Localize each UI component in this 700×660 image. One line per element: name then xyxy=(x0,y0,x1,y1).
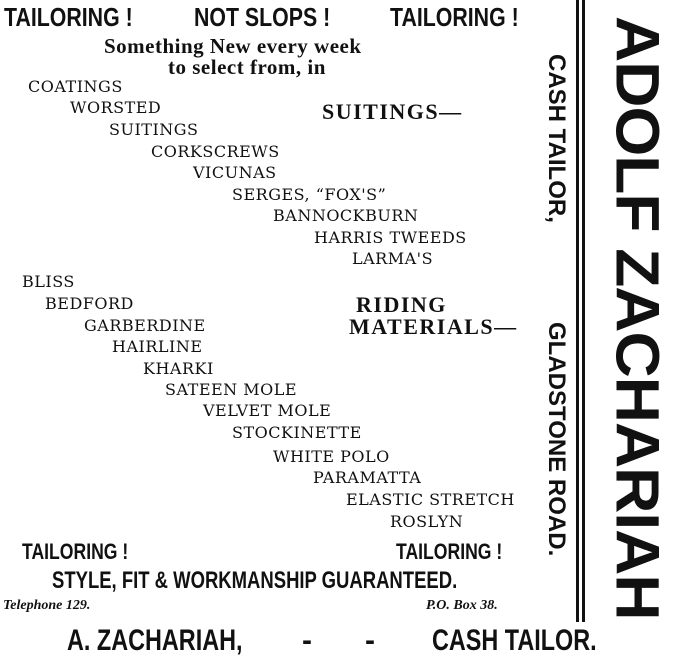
suiting-item: VICUNAS xyxy=(193,163,277,182)
sidebar-trade: CASH TAILOR, xyxy=(543,54,570,223)
intro-line-1: Something New every week xyxy=(104,34,362,58)
riding-item: ROSLYN xyxy=(390,512,464,531)
suiting-item: WORSTED xyxy=(70,98,162,117)
sidebar-name: ADOLF ZACHARIAH xyxy=(603,16,672,620)
intro-line-2: to select from, in xyxy=(168,55,326,79)
suiting-item: SERGES, “FOX'S” xyxy=(232,185,387,204)
riding-item: STOCKINETTE xyxy=(232,423,362,442)
header-not-slops: NOT SLOPS ! xyxy=(194,2,331,32)
header-tailoring-left: TAILORING ! xyxy=(4,2,133,32)
sidebar-rule-right xyxy=(582,0,585,622)
footer-trade: CASH TAILOR. xyxy=(432,624,597,657)
sidebar-rule-left xyxy=(576,0,579,622)
riding-item: GARBERDINE xyxy=(84,316,206,335)
riding-item: BLISS xyxy=(22,272,75,291)
riding-item: SATEEN MOLE xyxy=(165,380,298,399)
suiting-item: BANNOCKBURN xyxy=(273,206,419,225)
riding-heading-line-1: RIDING xyxy=(356,292,447,317)
po-box: P.O. Box 38. xyxy=(426,598,498,613)
header-tailoring-right: TAILORING ! xyxy=(390,2,519,32)
sidebar-address: GLADSTONE ROAD. xyxy=(543,322,570,557)
riding-item: WHITE POLO xyxy=(273,447,390,466)
riding-heading-line-2: MATERIALS— xyxy=(349,314,518,339)
riding-item: ELASTIC STRETCH xyxy=(346,490,515,509)
footer-dash: - xyxy=(365,624,375,657)
riding-item: BEDFORD xyxy=(45,294,134,313)
footer-dash: - xyxy=(302,624,312,657)
riding-item: VELVET MOLE xyxy=(203,401,332,420)
suiting-item: LARMA'S xyxy=(352,249,434,268)
suiting-item: SUITINGS xyxy=(109,120,199,139)
footer-tailoring-right: TAILORING ! xyxy=(396,539,503,564)
guarantee-line: STYLE, FIT & WORKMANSHIP GUARANTEED. xyxy=(52,567,458,594)
suiting-item: CORKSCREWS xyxy=(151,142,280,161)
suiting-item: COATINGS xyxy=(28,77,123,96)
suiting-item: HARRIS TWEEDS xyxy=(314,228,467,247)
riding-item: PARAMATTA xyxy=(313,468,422,487)
suitings-heading: SUITINGS— xyxy=(322,99,463,124)
footer-name: A. ZACHARIAH, xyxy=(67,624,243,657)
telephone-number: Telephone 129. xyxy=(3,598,91,613)
footer-tailoring-left: TAILORING ! xyxy=(22,539,129,564)
riding-item: HAIRLINE xyxy=(112,337,203,356)
riding-item: KHARKI xyxy=(143,359,214,378)
